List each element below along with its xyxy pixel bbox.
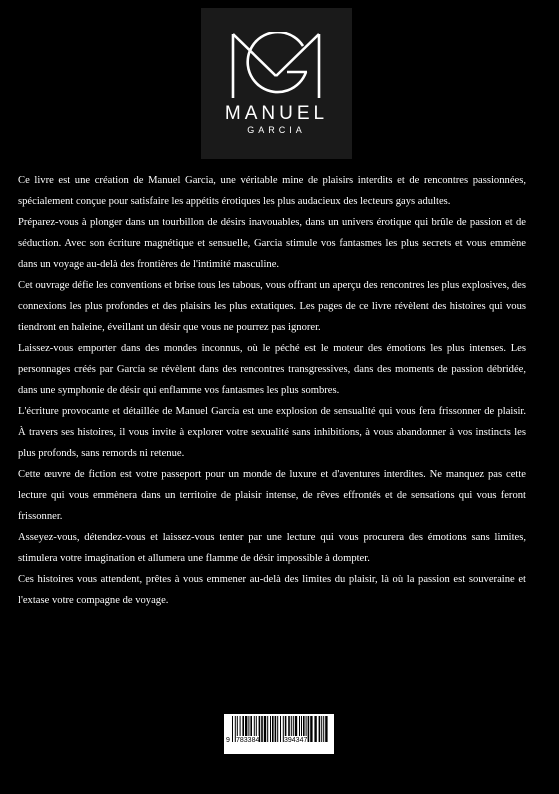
paragraph: L'écriture provocante et détaillée de Manuel García est une explosion de sensualité qui vous fera frissonner de plaisir. À travers ses histoires, il vous invite à explorer votre sexualité sans inhibitions, à vous abandonner à vos instincts les plus profonds, sans remords ni retenue. [18,406,526,459]
paragraph: Asseyez-vous, détendez-vous et laissez-vous tenter par une lecture qui vous procurera des émotions sans limites, stimulera votre imagination et allumera une flamme de désir impossible à dompter. [18,532,526,564]
paragraph: Ces histoires vous attendent, prêtes à vous emmener au-delà des limites du plaisir, là où la passion est souveraine et l'extase votre compagne de voyage. [18,574,526,606]
barcode-first-digit: 9 [226,737,230,744]
paragraph: Ce livre est une création de Manuel Garcia, une véritable mine de plaisirs interdits et de rencontres passionnées, spécialement conçue pour satisfaire les appétits érotiques les plus audacieux des lecteurs gays adultes. [18,175,526,207]
barcode-digits [224,736,334,746]
back-cover-text [18,170,526,611]
paragraph: Cette œuvre de fiction est votre passeport pour un monde de luxure et d'aventures interdites. Ne manquez pas cette lecture qui vous emmènera dans un territoire de plaisir intense, de rêves effrontés et de sensations qui vous feront frissonner. [18,469,526,522]
logo-author-name: MANUEL [224,103,329,124]
paragraph: Cet ouvrage défie les conventions et brise tous les tabous, vous offrant un aperçu des rencontres les plus explosives, des connexions les plus profondes et des plaisirs les plus extatiques. Les pages de ce livre révèlent des histoires qui vous tiendront en haleine, éveillant un désir que vous ne pourrez pas ignorer. [18,280,526,333]
paragraph: Préparez-vous à plonger dans un tourbillon de désirs inavouables, dans un univers érotique qui brûle de passion et de séduction. Avec son écriture magnétique et sensuelle, Garcia stimule vos fantasmes les plus secrets et vous emmène dans un voyage au-delà des frontières de l'intimité masculine. [18,217,526,270]
barcode-right-group: 394347 [284,737,308,744]
isbn-barcode [224,714,334,754]
paragraph: Laissez-vous emporter dans des mondes inconnus, où le péché est le moteur des émotions les plus intenses. Les personnages créés par García se révèlent dans des rencontres transgressives, dans des moments de passion débridée, dans une symphonie de désir qui enflamme vos fantasmes les plus sombres. [18,343,526,396]
barcode-left-group: 783384 [236,737,260,744]
author-logo [201,8,352,159]
mg-monogram-icon [231,32,322,100]
logo-author-surname: GARCIA [247,125,306,135]
